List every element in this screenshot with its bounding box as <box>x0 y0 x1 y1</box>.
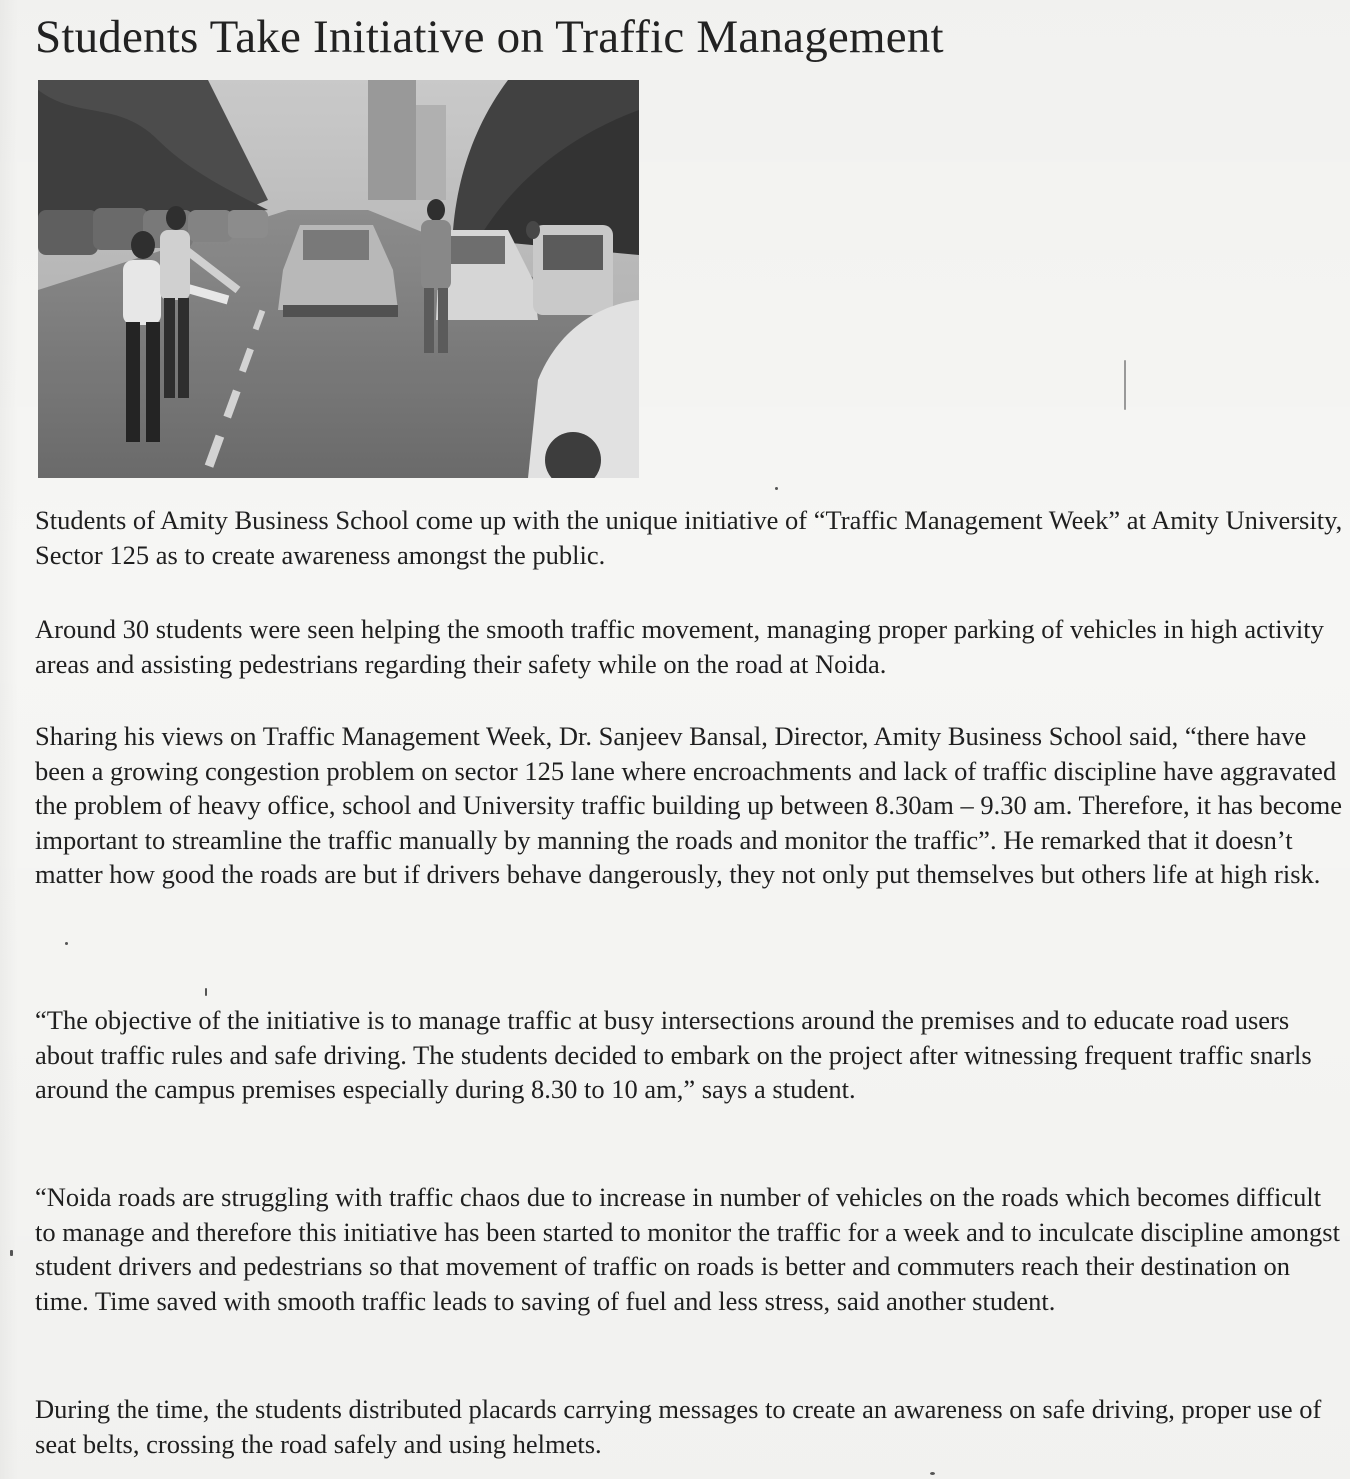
article-paragraph: Students of Amity Business School come up with the unique initiative of “Traffic Management Week” at Amity University, Sector 125 as to create awareness amongst the public. <box>35 505 1343 570</box>
scan-speck <box>775 487 778 490</box>
scan-speck <box>205 988 207 996</box>
article-paragraph: Sharing his views on Traffic Management Week, Dr. Sanjeev Bansal, Director, Amity Business School said, “there have been a growing congestion problem on sector 125 lane where encroachments and lack of traffic discipline have aggravated the problem of heavy office, school and University traffic building up between 8.30am – 9.30 am. Therefore, it has become important to streamline the traffic manually by manning the roads and monitor the traffic”. He remarked that it doesn’t matter how good the roads are but if drivers behave dangerously, they not only put themselves but others life at high risk. <box>35 721 1342 889</box>
article-photo <box>38 80 639 478</box>
article-paragraph: “The objective of the initiative is to manage traffic at busy intersections around the premises and to educate road users about traffic rules and safe driving. The students decided to embark on the project after witnessing frequent traffic snarls around the campus premises especially during 8.30 to 10 am,” says a student. <box>35 1005 1312 1104</box>
scan-speck <box>10 1250 13 1256</box>
article-paragraph: During the time, the students distributed placards carrying messages to create an awareness on safe driving, proper use of seat belts, crossing the road safely and using helmets. <box>35 1394 1322 1459</box>
article-paragraph: Around 30 students were seen helping the smooth traffic movement, managing proper parking of vehicles in high activity areas and assisting pedestrians regarding their safety while on the road at Noida. <box>35 614 1324 679</box>
photo-traffic-scene-icon <box>38 80 639 478</box>
article-headline: Students Take Initiative on Traffic Management <box>35 11 944 63</box>
article-paragraph: “Noida roads are struggling with traffic chaos due to increase in number of vehicles on the roads which becomes difficult to manage and therefore this initiative has been started to monitor the traffic for a week and to inculcate discipline amongst student drivers and pedestrians so that movement of traffic on roads is better and commuters reach their destination on time. Time saved with smooth traffic leads to saving of fuel and less stress, said another student. <box>35 1182 1340 1316</box>
scan-speck <box>1124 360 1126 410</box>
scan-speck <box>930 1472 935 1475</box>
scan-speck <box>65 942 68 945</box>
